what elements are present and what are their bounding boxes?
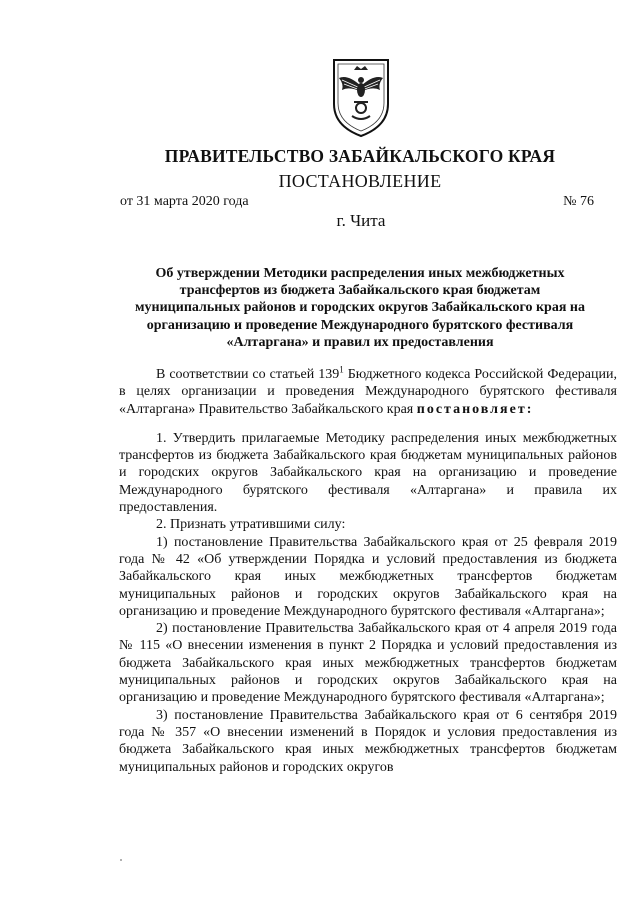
- preamble-text-start: В соответствии со статьей 139: [156, 367, 340, 382]
- item-2-3: 3) постановление Правительства Забайкальского края от 6 сентября 2019 года № 357 «О внесении изменений в Порядок и условия предоставления из бюджета Забайкальского края иных межбюджетных трансфертов бюджетам муниципальных районов и городских округов: [119, 707, 617, 775]
- item-2-2: 2) постановление Правительства Забайкальского края от 4 апреля 2019 года № 115 «О внесении изменения в пункт 2 Порядка и условий предоставления из бюджета Забайкальского края иных межбюджетных трансфертов бюджетам муниципальных районов и городских округов Забайкальского края на организацию и проведение Международного бурятского фестиваля «Алтаргана»;: [119, 621, 617, 706]
- document-body: [119, 366, 617, 776]
- document-number: № 76: [563, 194, 594, 209]
- item-2-1: 1) постановление Правительства Забайкальского края от 25 февраля 2019 года № 42 «Об утверждении Порядка и условий предоставления из бюджета Забайкальского края иных межбюджетных трансфертов бюджетам муниципальных районов и городских округов Забайкальского края на организацию и проведение Международного бурятского фестиваля «Алтаргана»;: [119, 534, 617, 619]
- document-city: г. Чита: [336, 211, 386, 230]
- item-2: 2. Признать утратившими силу:: [156, 517, 346, 533]
- document-subject: Об утверждении Методики распределения иных межбюджетных трансфертов из бюджета Забайкальского края бюджетам муниципальных районов и городских округов Забайкальского края на организацию и проведение Международного бурятского фестиваля «Алтаргана» и правил их предоставления: [135, 266, 585, 350]
- preamble-paragraph: [119, 366, 617, 418]
- preamble-text-end: Бюджетного кодекса Российской Федерации, в целях организации и проведения Международного бурятского фестиваля «Алтаргана» Правительство Забайкальского края: [119, 367, 617, 417]
- article-superscript: 1: [339, 364, 344, 375]
- document-date: от 31 марта 2020 года: [120, 194, 249, 209]
- coat-of-arms-icon: [330, 56, 392, 138]
- item-1: 1. Утвердить прилагаемые Методику распределения иных межбюджетных трансфертов из бюджета Забайкальского края бюджетам муниципальных районов и городских округов Забайкальского края на организацию и проведение Международного бурятского фестиваля «Алтаргана» и правила их предоставления.: [119, 430, 617, 516]
- government-title: ПРАВИТЕЛЬСТВО ЗАБАЙКАЛЬСКОГО КРАЯ: [164, 146, 556, 166]
- decree-word: постановляет:: [416, 401, 534, 417]
- scan-speck: [120, 859, 122, 861]
- document-type: ПОСТАНОВЛЕНИЕ: [278, 171, 442, 191]
